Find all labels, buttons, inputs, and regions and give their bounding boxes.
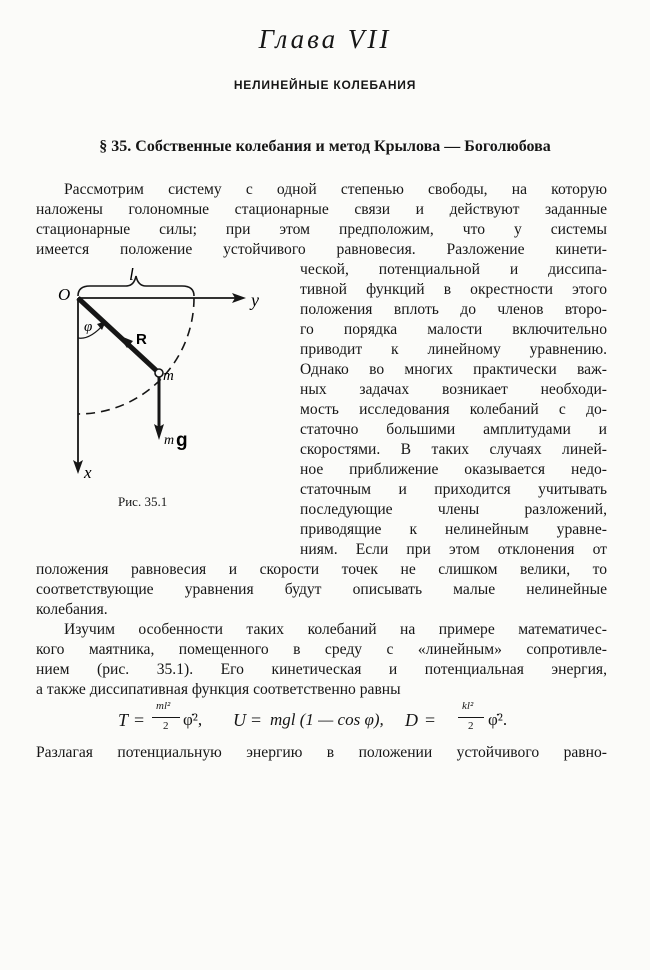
formula-U: U [233, 710, 246, 730]
formula-U-expression: mgl (1 — cos φ), [270, 710, 384, 729]
text-line: Однако во многих практически важ- [300, 361, 607, 378]
text-line: а также диссипативная функция соответственно равны [36, 681, 401, 698]
formula-eq: = [425, 710, 436, 730]
energy-formula [0, 700, 650, 746]
label-m: m [163, 368, 174, 384]
label-mg-m: m [164, 433, 175, 448]
formula-eq: = [134, 710, 145, 730]
label-mg-g: g [176, 430, 188, 451]
text-line: нием (рис. 35.1). Его кинетическая и потенциальная энергия, [36, 661, 607, 678]
fraction-bar [152, 717, 180, 718]
figure-caption: Рис. 35.1 [118, 494, 168, 509]
label-O: O [58, 285, 71, 304]
text-line: соответствующие уравнения будут описывать малые нелинейные [36, 581, 607, 598]
chapter-number: Глава VII [258, 24, 392, 54]
length-brace [78, 276, 194, 296]
text-line: последующие члены разложений, [300, 501, 607, 518]
label-y: y [251, 290, 259, 310]
text-line: статочно большими амплитудами и [300, 421, 607, 438]
text-line: тивной функций в окрестности этого [300, 281, 607, 298]
label-x: x [84, 463, 92, 482]
formula-denominator: 2 [163, 720, 169, 732]
formula-eq: = [251, 710, 262, 730]
text-line: колебания. [36, 601, 108, 618]
mass-point [155, 369, 163, 377]
text-line: стационарные силы; при этом предположим, что у системы [36, 221, 607, 238]
fraction-bar [458, 717, 484, 718]
text-line: ниям. Если при этом отклонения от [300, 541, 607, 558]
text-line: Разлагая потенциальную энергию в положении устойчивого равно- [36, 744, 607, 761]
text-line: мость исследования колебаний с до- [300, 401, 607, 418]
label-R: R [136, 331, 147, 348]
section-heading: § 35. Собственные колебания и метод Крылова — Боголюбова [99, 138, 551, 155]
text-line: го порядка малости включительно [300, 321, 607, 338]
chapter-title: НЕЛИНЕЙНЫЕ КОЛЕБАНИЯ [233, 78, 417, 92]
formula-numerator: ml² [156, 700, 171, 712]
formula-denominator: 2 [468, 720, 474, 732]
label-l: l [129, 268, 135, 284]
text-line: Изучим особенности таких колебаний на примере математичес- [64, 621, 607, 638]
text-line: приводящие к нелинейным уравне- [300, 521, 607, 538]
formula-phi-dot: φ̇². [488, 710, 508, 729]
formula-phi-dot: φ̇², [183, 710, 203, 729]
text-line: ческой, потенциальной и диссипа- [300, 261, 607, 278]
text-line: ных задачах возникает необходи- [300, 381, 607, 398]
label-phi: φ [84, 319, 93, 335]
text-line: положения равновесия и скорости точек не слишком велики, то [36, 561, 607, 578]
text-line: имеется положение устойчивого равновесия. Разложение кинети- [36, 241, 607, 258]
text-line: кого маятника, помещенного в среду с «линейным» сопротивле- [36, 641, 607, 658]
pendulum-figure [38, 268, 268, 494]
formula-T: T [118, 710, 129, 730]
formula-D: D [405, 710, 418, 730]
text-line: приводит к линейному уравнению. [300, 341, 607, 358]
text-line: ное приближение оказывается недо- [300, 461, 607, 478]
text-line: наложены голономные стационарные связи и действуют заданные [36, 201, 607, 218]
text-line: статочным и приходится учитывать [300, 481, 607, 498]
text-line: скоростями. В таких случаях линей- [300, 441, 607, 458]
text-line: Рассмотрим систему с одной степенью свободы, на которую [64, 181, 607, 198]
formula-numerator: kl² [462, 700, 474, 712]
text-line: положения вплоть до членов второ- [300, 301, 607, 318]
